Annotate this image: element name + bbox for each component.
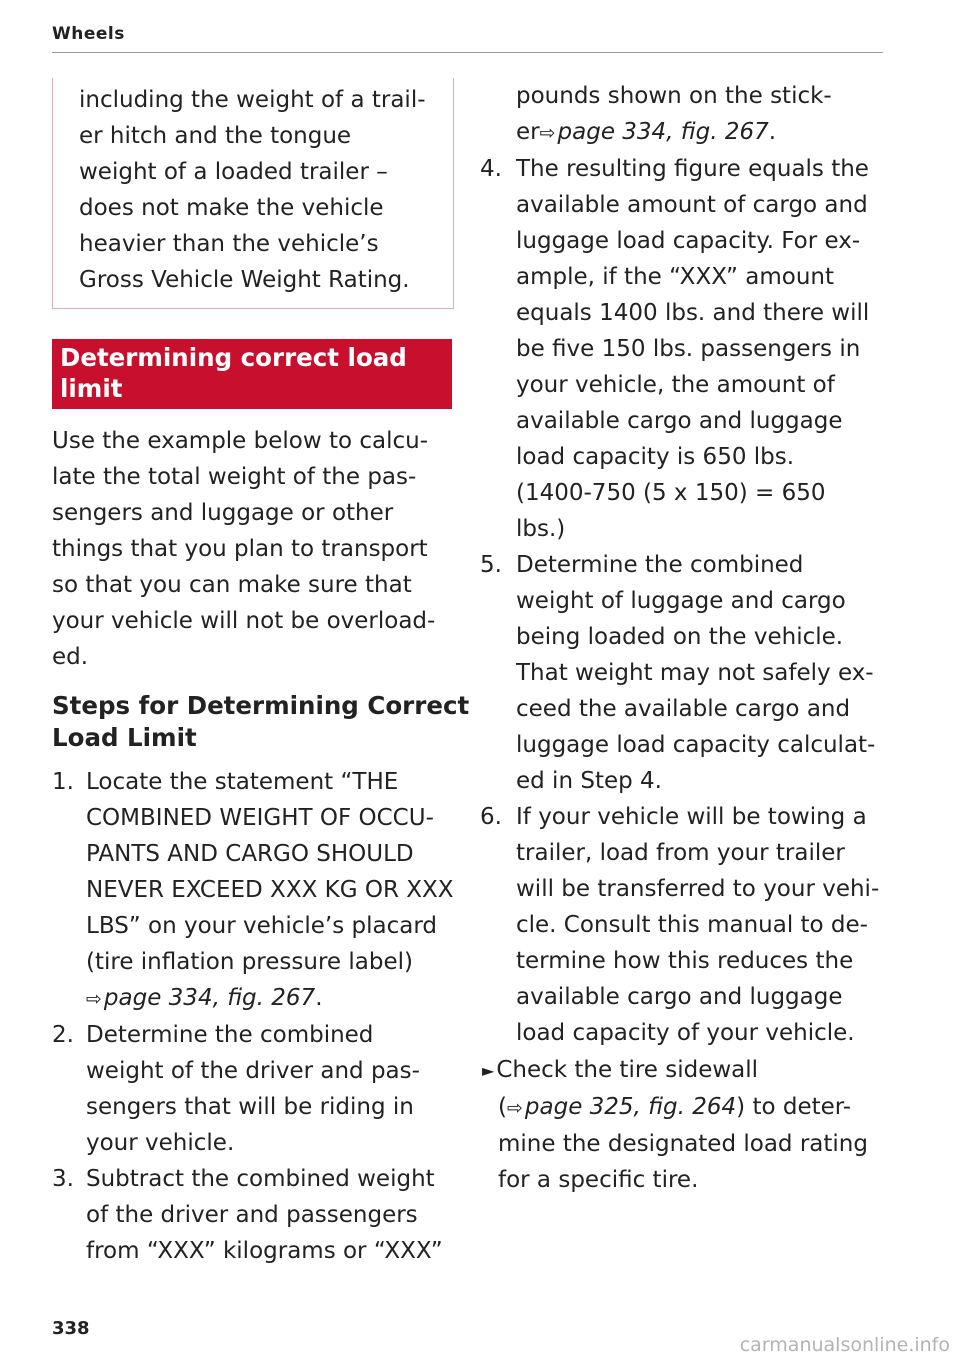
steps-subheading — [52, 690, 470, 754]
bullet-line: mine the designated load rating — [498, 1131, 868, 1157]
step-number: 5. — [480, 552, 502, 578]
step-2 — [52, 1017, 452, 1161]
step-line: The resulting figure equals the — [516, 156, 869, 182]
step-line: load capacity is 650 lbs. — [516, 444, 795, 470]
intro-line: your vehicle will not be overload- — [52, 608, 436, 634]
step-line: will be transferred to your vehi- — [516, 876, 880, 902]
step-line: NEVER EXCEED XXX KG OR XXX — [86, 877, 454, 903]
step-line: PANTS AND CARGO SHOULD — [86, 841, 414, 867]
page-reference-link[interactable]: page 334, fig. 267 — [103, 985, 316, 1011]
punctuation: . — [768, 119, 777, 145]
arrow-right-icon: ⇨ — [506, 1097, 523, 1119]
step-line: Subtract the combined weight — [86, 1166, 435, 1192]
section-title-banner — [52, 339, 452, 409]
step-line: ceed the available cargo and — [516, 696, 851, 722]
bullet-text: Check the tire sidewall — [496, 1057, 759, 1083]
intro-line: so that you can make sure that — [52, 572, 412, 598]
step-line: being loaded on the vehicle. — [516, 624, 844, 650]
bullet-line: for a specific tire. — [498, 1167, 699, 1193]
step-number: 1. — [52, 769, 74, 795]
note-line: er hitch and the tongue — [79, 123, 352, 149]
intro-line: sengers and luggage or other — [52, 500, 394, 526]
step-line: from “XXX” kilograms or “XXX” — [86, 1238, 443, 1264]
step-number: 2. — [52, 1022, 74, 1048]
step-line: ed in Step 4. — [516, 768, 662, 794]
step-line: (tire inflation pressure label) — [86, 949, 413, 975]
page-reference-link[interactable]: page 334, fig. 267 — [557, 119, 769, 145]
intro-line: ed. — [52, 644, 89, 670]
note-line: Gross Vehicle Weight Rating. — [79, 267, 410, 293]
note-line: does not make the vehicle — [79, 195, 384, 221]
page-number: 338 — [52, 1318, 90, 1339]
page-header-title: Wheels — [52, 24, 125, 44]
step-1 — [52, 764, 452, 1017]
bullet-line — [482, 1052, 900, 1089]
step-line: your vehicle, the amount of — [516, 372, 835, 398]
arrow-right-icon: ⇨ — [86, 988, 102, 1010]
step-line: COMBINED WEIGHT OF OCCU- — [86, 805, 434, 831]
note-line: heavier than the vehicle’s — [79, 231, 379, 257]
step-line: luggage load capacity calculat- — [516, 732, 876, 758]
section-title-line: Determining correct load — [60, 343, 407, 372]
step-line: be five 150 lbs. passengers in — [516, 336, 861, 362]
step-line: luggage load capacity. For ex- — [516, 228, 861, 254]
step-4 — [480, 151, 900, 547]
step-6 — [480, 799, 900, 1051]
step-number: 6. — [480, 804, 502, 830]
intro-line: late the total weight of the pas- — [52, 464, 417, 490]
step-line: Determine the combined — [516, 552, 804, 578]
step-5 — [480, 547, 900, 799]
step-line: Locate the statement “THE — [86, 769, 399, 795]
right-column — [480, 78, 900, 1198]
triangle-bullet-icon: ► — [482, 1061, 495, 1080]
step-line: cle. Consult this manual to de- — [516, 912, 868, 938]
step-line: lbs.) — [516, 516, 566, 542]
check-sidewall-bullet — [480, 1052, 900, 1198]
step-line: of the driver and passengers — [86, 1202, 418, 1228]
step-line: pounds shown on the stick- — [516, 83, 832, 109]
step-line: ample, if the “XXX” amount — [516, 264, 834, 290]
step-line: Determine the combined — [86, 1022, 374, 1048]
subheading-line: Steps for Determining Correct — [52, 691, 470, 720]
intro-line: things that you plan to transport — [52, 536, 428, 562]
intro-line: Use the example below to calcu- — [52, 428, 429, 454]
cross-reference[interactable] — [516, 114, 900, 151]
step-line: (1400-750 (5 x 150) = 650 — [516, 480, 826, 506]
bullet-text: ) to deter- — [736, 1094, 852, 1120]
arrow-right-icon: ⇨ — [539, 122, 556, 144]
header-divider — [52, 52, 883, 53]
page-reference-link[interactable]: page 325, fig. 264 — [524, 1094, 737, 1120]
step-number: 3. — [52, 1166, 74, 1192]
step-line: equals 1400 lbs. and there will — [516, 300, 870, 326]
step-line: termine how this reduces the — [516, 948, 854, 974]
step-line: That weight may not safely ex- — [516, 660, 874, 686]
step-line: your vehicle. — [86, 1130, 235, 1156]
step-3-continued — [480, 78, 900, 151]
step-line-fragment: er — [516, 119, 540, 145]
paren: ( — [498, 1094, 507, 1120]
intro-paragraph — [52, 423, 452, 675]
punctuation: . — [315, 985, 323, 1011]
step-line: available amount of cargo and — [516, 192, 868, 218]
subheading-line: Load Limit — [52, 723, 197, 752]
step-line: available cargo and luggage — [516, 984, 843, 1010]
step-line: LBS” on your vehicle’s placard — [86, 913, 437, 939]
step-line: load capacity of your vehicle. — [516, 1020, 855, 1046]
site-watermark: carmanualsonline.info — [739, 1334, 950, 1356]
note-line: including the weight of a trail- — [79, 87, 426, 113]
cross-reference[interactable] — [86, 980, 452, 1017]
step-line: available cargo and luggage — [516, 408, 843, 434]
step-line: sengers that will be riding in — [86, 1094, 414, 1120]
step-line: weight of luggage and cargo — [516, 588, 846, 614]
note-line: weight of a loaded trailer – — [79, 159, 388, 185]
left-column — [52, 78, 470, 1269]
step-line: If your vehicle will be towing a — [516, 804, 867, 830]
step-3 — [52, 1161, 452, 1269]
section-title-line: limit — [60, 374, 123, 403]
note-box — [52, 78, 454, 309]
step-line: trailer, load from your trailer — [516, 840, 845, 866]
step-line: weight of the driver and pas- — [86, 1058, 420, 1084]
cross-reference[interactable] — [498, 1089, 900, 1126]
step-number: 4. — [480, 156, 502, 182]
